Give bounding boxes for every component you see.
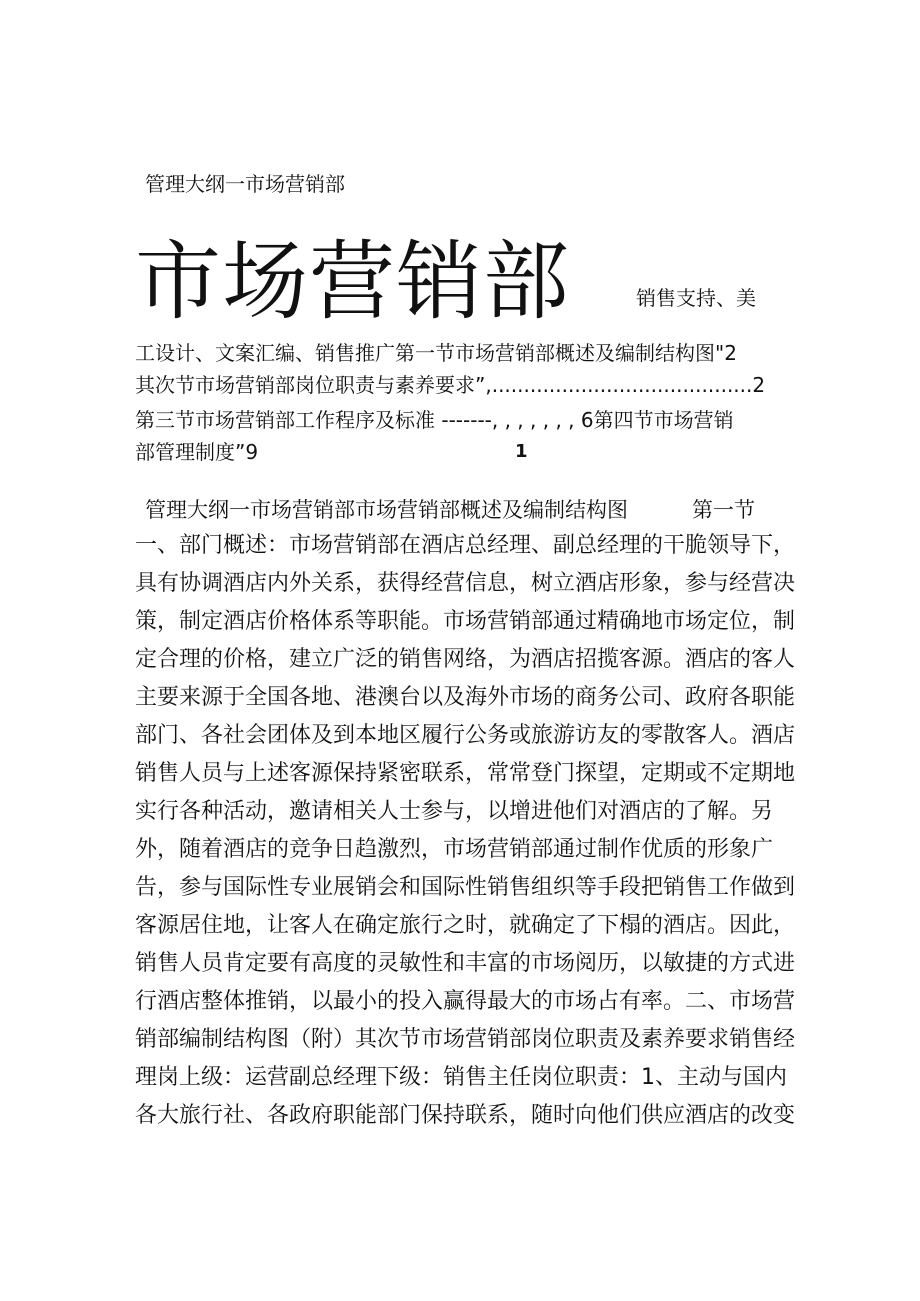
page-number: 1 xyxy=(515,441,528,462)
body-line: 客源居住地，让客人在确定旅行之时，就确定了下榻的酒店。因此， xyxy=(135,913,796,938)
body-line: 行酒店整体推销，以最小的投入赢得最大的市场占有率。二、市场营 xyxy=(135,989,796,1014)
body-line: 外，随着酒店的竞争日趋激烈，市场营销部通过制作优质的形象广 xyxy=(135,837,774,862)
body-line: 具有协调酒店内外关系，获得经营信息，树立酒店形象，参与经营决 xyxy=(135,571,796,596)
body-line: 销部编制结构图（附）其次节市场营销部岗位职责及素养要求销售经 xyxy=(135,1027,796,1052)
document-header: 管理大纲一市场营销部 xyxy=(145,172,345,196)
body-line: 告，参与国际性专业展销会和国际性销售组织等手段把销售工作做到 xyxy=(135,875,796,900)
body-line: 各大旅行社、各政府职能部门保持联系，随时向他们供应酒店的改变 xyxy=(135,1103,796,1128)
body-line: 理岗上级：运营副总经理下级：销售主任岗位职责：1、主动与国内 xyxy=(135,1065,787,1090)
body-line: 主要来源于全国各地、港澳台以及海外市场的商务公司、政府各职能 xyxy=(135,685,796,710)
body-line: 销售人员肯定要有高度的灵敏性和丰富的市场阅历，以敏捷的方式进 xyxy=(135,951,796,976)
body-line: 销售人员与上述客源保持紧密联系，常常登门探望，定期或不定期地 xyxy=(135,761,796,786)
body-line: 定合理的价格，建立广泛的销售网络，为酒店招揽客源。酒店的客人 xyxy=(135,647,796,672)
section-intro: 管理大纲一市场营销部市场营销部概述及编制结构图 xyxy=(145,498,628,522)
toc-line-1: 销售支持、美 xyxy=(636,286,756,310)
toc-line-4: 第三节市场营销部工作程序及标准 -------, , , , , , , 6第四节市场营销 xyxy=(135,408,734,432)
body-line: 策，制定酒店价格体系等职能。市场营销部通过精确地市场定位，制 xyxy=(135,609,796,634)
body-line: 一、部门概述：市场营销部在酒店总经理、副总经理的干脆领导下， xyxy=(135,533,796,558)
body-line: 实行各种活动，邀请相关人士参与，以增进他们对酒店的了解。另 xyxy=(135,799,774,824)
toc-line-3: 其次节市场营销部岗位职责与素养要求”,.........................................2 xyxy=(135,373,766,397)
section-label: 第一节 xyxy=(692,498,755,522)
big-title: 市场营销部 xyxy=(135,232,570,332)
body-line: 部门、各社会团体及到本地区履行公务或旅游访友的零散客人。酒店 xyxy=(135,723,796,748)
toc-line-2: 工设计、文案汇编、销售推广第一节市场营销部概述及编制结构图"2 xyxy=(135,341,737,365)
toc-line-5: 部管理制度”9 xyxy=(135,440,259,464)
